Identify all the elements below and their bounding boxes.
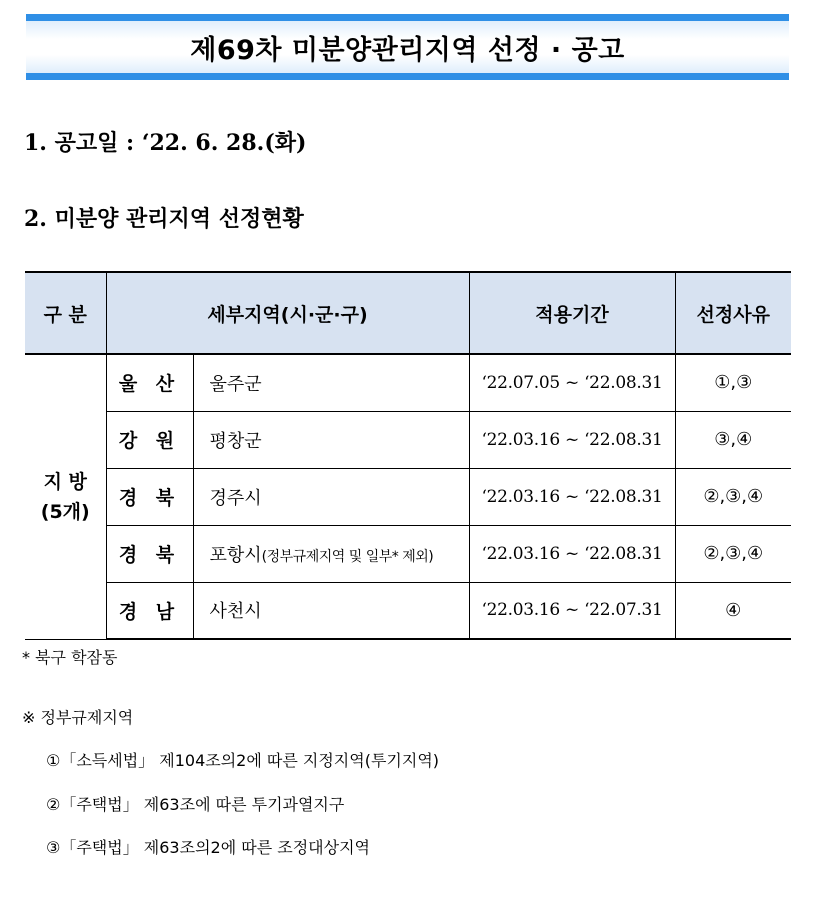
table-row xyxy=(25,411,791,468)
period-cell: ‘22.03.16 ~ ‘22.08.31 xyxy=(469,468,675,525)
district-cell: 포항시(정부규제지역 및 일부* 제외) xyxy=(193,525,469,582)
period-cell: ‘22.03.16 ~ ‘22.07.31 xyxy=(469,582,675,639)
title-banner xyxy=(26,14,789,80)
district-cell: 평창군 xyxy=(193,411,469,468)
region-table xyxy=(25,271,791,640)
table-row xyxy=(25,468,791,525)
header-category: 구 분 xyxy=(25,272,106,354)
province-cell: 강 원 xyxy=(106,411,193,468)
table-row xyxy=(25,582,791,639)
period-cell: ‘22.03.16 ~ ‘22.08.31 xyxy=(469,411,675,468)
header-reason: 선정사유 xyxy=(675,272,791,354)
reason-cell: ③,④ xyxy=(675,411,791,468)
period-cell: ‘22.07.05 ~ ‘22.08.31 xyxy=(469,354,675,411)
header-period: 적용기간 xyxy=(469,272,675,354)
table-header-row xyxy=(25,272,791,354)
reason-cell: ②,③,④ xyxy=(675,525,791,582)
reason-cell: ②,③,④ xyxy=(675,468,791,525)
page-title: 제69차 미분양관리지역 선정 · 공고 xyxy=(190,34,625,66)
gov-regulation-item: ①「소득세법」 제104조의2에 따른 지정지역(투기지역) xyxy=(46,751,440,770)
district-cell: 사천시 xyxy=(193,582,469,639)
table-row xyxy=(25,525,791,582)
gov-regulation-item: ③「주택법」 제63조의2에 따른 조정대상지역 xyxy=(46,838,370,857)
table-row xyxy=(25,354,791,411)
district-cell: 울주군 xyxy=(193,354,469,411)
province-cell: 울 산 xyxy=(106,354,193,411)
gov-regulation-item: ②「주택법」 제63조에 따른 투기과열지구 xyxy=(46,795,345,814)
footnote: * 북구 학잠동 xyxy=(22,648,118,667)
period-cell: ‘22.03.16 ~ ‘22.08.31 xyxy=(469,525,675,582)
category-cell xyxy=(25,354,106,639)
province-cell: 경 남 xyxy=(106,582,193,639)
reason-cell: ④ xyxy=(675,582,791,639)
announcement-date-heading: 1. 공고일 : ‘22. 6. 28.(화) xyxy=(24,130,307,156)
gov-regulation-title: ※ 정부규제지역 xyxy=(22,708,134,727)
district-cell: 경주시 xyxy=(193,468,469,525)
province-cell: 경 북 xyxy=(106,468,193,525)
category-count: (5개) xyxy=(40,500,90,523)
category-label: 지 방 xyxy=(43,470,87,493)
district-note: (정부규제지역 및 일부* 제외) xyxy=(261,548,434,565)
reason-cell: ①,③ xyxy=(675,354,791,411)
status-heading: 2. 미분양 관리지역 선정현황 xyxy=(24,206,304,232)
province-cell: 경 북 xyxy=(106,525,193,582)
header-district: 세부지역(시·군·구) xyxy=(106,272,469,354)
